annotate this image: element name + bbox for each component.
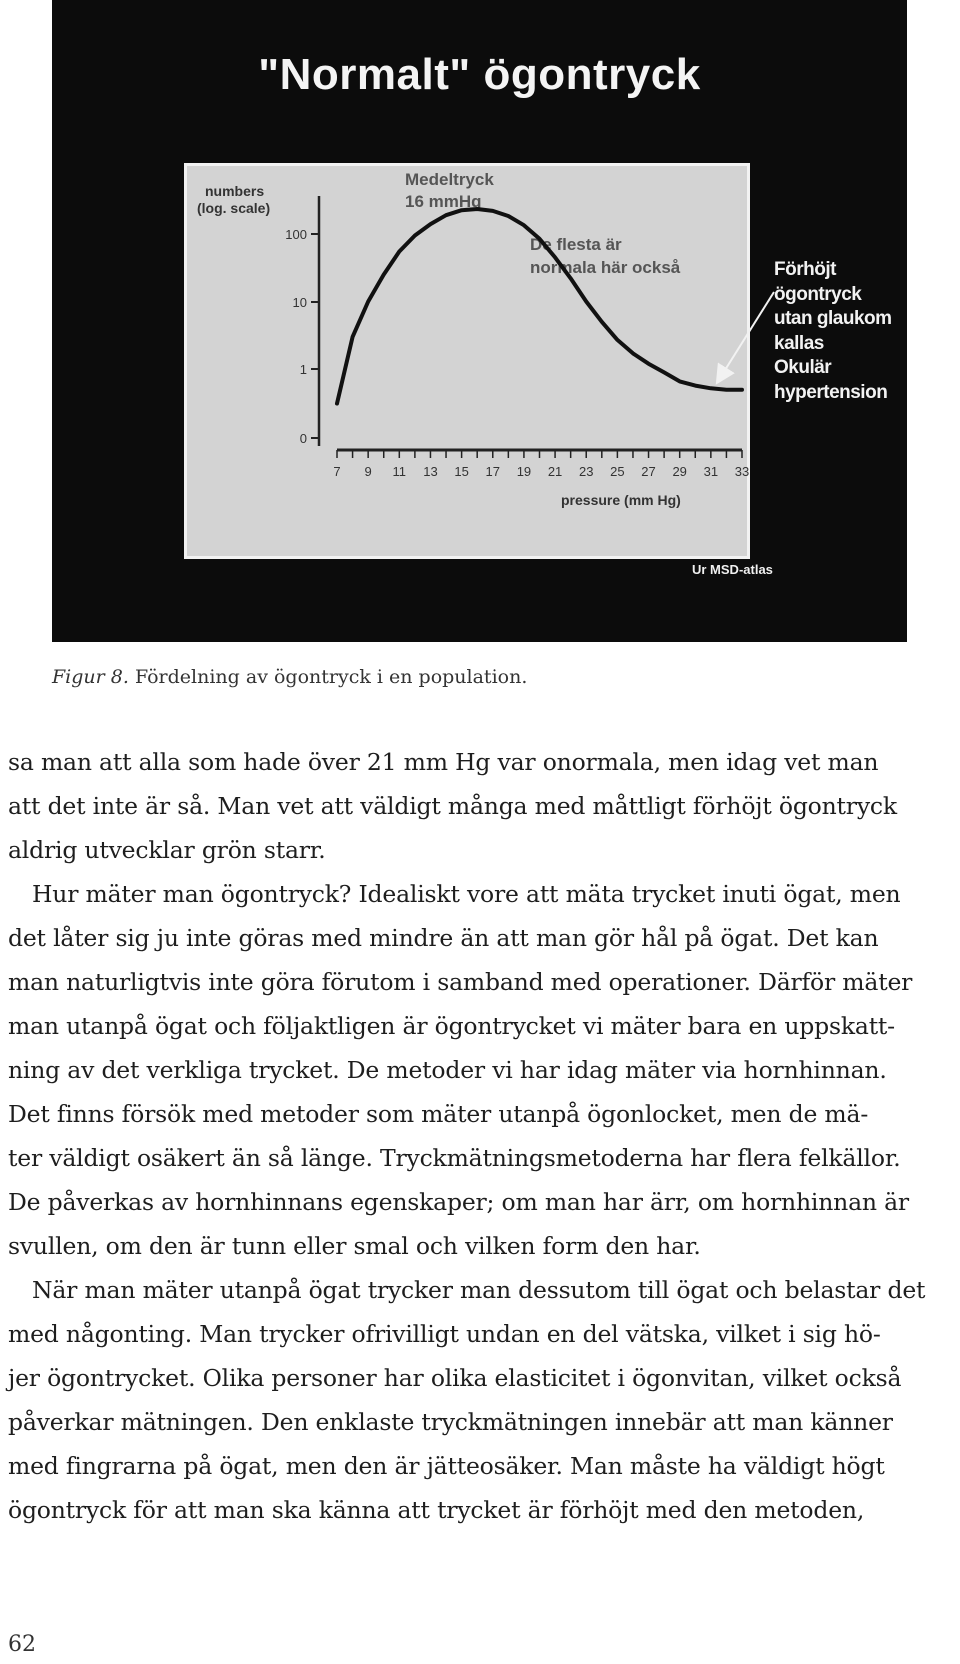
y-tick-label: 0 (299, 431, 307, 446)
slide-title: "Normalt" ögontryck (258, 50, 701, 99)
annotation-arrow (52, 0, 907, 642)
text-line: det låter sig ju inte göras med mindre än att man gör hål på ögat. Det kan (8, 924, 879, 952)
x-tick-label: 25 (610, 464, 625, 479)
y-tick-label: 100 (285, 227, 307, 242)
y-tick-label: 10 (292, 295, 307, 310)
text-line: med fingrarna på ögat, men den är jätteosäker. Man måste ha väldigt högt (8, 1452, 885, 1480)
side-note-line: utan glaukom (774, 308, 892, 329)
normal-range-label-line2: normala här också (530, 258, 681, 277)
side-note-line: Okulär (774, 357, 832, 378)
x-tick-label: 21 (547, 464, 563, 479)
text-line: svullen, om den är tunn eller smal och vilken form den har. (8, 1232, 701, 1260)
peak-label-line1: Medeltryck (405, 170, 494, 189)
x-tick-label: 27 (641, 464, 656, 479)
text-line: sa man att alla som hade över 21 mm Hg var onormala, men idag vet man (8, 748, 879, 776)
y-axis-caption-line1: numbers (205, 183, 265, 199)
x-tick-label: 31 (703, 464, 719, 479)
text-line: Hur mäter man ögontryck? Idealiskt vore att mäta trycket inuti ögat, men (32, 880, 901, 908)
page-number: 62 (8, 1632, 36, 1657)
peak-label-line2: 16 mmHg (405, 192, 482, 211)
x-tick-label: 33 (734, 464, 750, 479)
text-line: aldrig utvecklar grön starr. (8, 836, 326, 864)
x-tick-label: 11 (392, 464, 407, 479)
x-tick-label: 7 (333, 464, 341, 479)
text-line: med någonting. Man trycker ofrivilligt undan en del vätska, vilket i sig hö- (8, 1320, 881, 1348)
body-text (8, 740, 948, 1532)
caption-text: Fördelning av ögontryck i en population. (134, 666, 528, 688)
figure-slide (52, 0, 907, 642)
text-line: påverkar mätningen. Den enklaste tryckmätningen innebär att man känner (8, 1408, 893, 1436)
text-line: När man mäter utanpå ögat trycker man dessutom till ögat och belastar det (32, 1276, 926, 1304)
side-note-line: kallas (774, 332, 824, 354)
x-tick-label: 13 (423, 464, 438, 479)
x-tick-label: 15 (454, 464, 469, 479)
figure-caption (52, 666, 527, 688)
normal-range-label-line1: De flesta är (530, 235, 622, 254)
text-line: jer ögontrycket. Olika personer har olika elasticitet i ögonvitan, vilket också (8, 1364, 902, 1392)
text-line: man naturligtvis inte göra förutom i samband med operationer. Därför mäter (8, 968, 913, 996)
text-line: ter väldigt osäkert än så länge. Tryckmätningsmetoderna har flera felkällor. (8, 1144, 901, 1172)
side-note-line: Förhöjt (774, 259, 836, 280)
text-line: ögontryck för att man ska känna att trycket är förhöjt med den metoden, (8, 1496, 865, 1524)
y-axis-caption-line2: (log. scale) (197, 200, 271, 216)
side-note-line: ögontryck (774, 283, 862, 305)
text-line: Det finns försök med metoder som mäter utanpå ögonlocket, men de mä- (8, 1100, 869, 1128)
x-tick-label: 23 (578, 464, 594, 479)
text-line: De påverkas av hornhinnans egenskaper; om man har ärr, om hornhinnan är (8, 1188, 909, 1216)
x-tick-label: 9 (364, 464, 372, 479)
image-credit: Ur MSD-atlas (692, 562, 773, 577)
x-axis-title: pressure (mm Hg) (561, 492, 681, 508)
x-tick-label: 17 (485, 464, 501, 479)
text-line: att det inte är så. Man vet att väldigt många med måttligt förhöjt ögontryck (8, 792, 897, 820)
caption-label: Figur 8. (52, 666, 129, 688)
x-tick-label: 19 (516, 464, 532, 479)
text-line: man utanpå ögat och följaktligen är ögontrycket vi mäter bara en uppskatt- (8, 1012, 895, 1040)
side-note-line: hypertension (774, 381, 888, 403)
text-line: ning av det verkliga trycket. De metoder vi har idag mäter via hornhinnan. (8, 1056, 887, 1084)
y-tick-label: 1 (299, 362, 307, 377)
x-tick-label: 29 (672, 464, 687, 479)
